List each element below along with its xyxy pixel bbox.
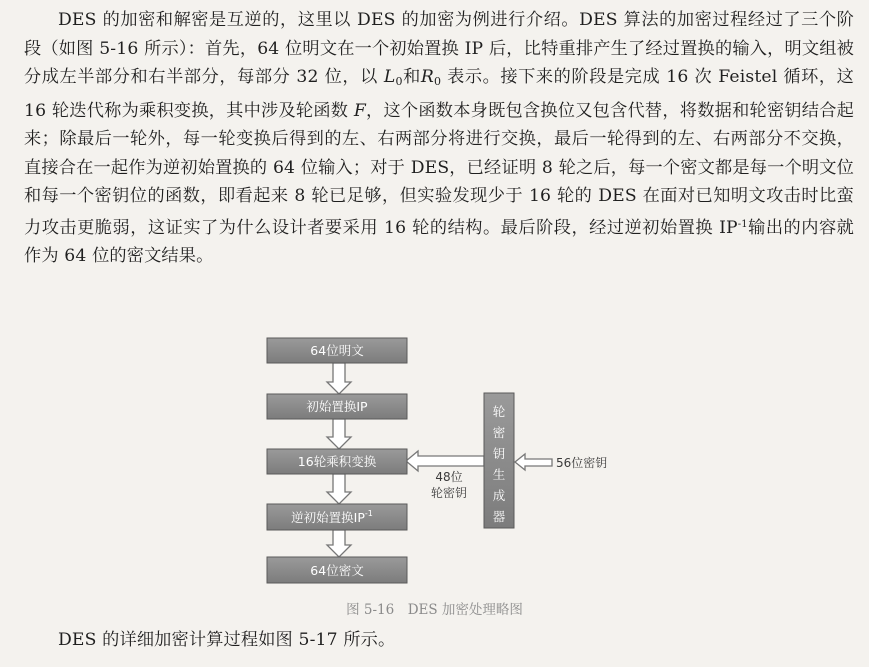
box-ciphertext-label: 64位密文 (310, 563, 364, 578)
box-16-rounds (267, 449, 407, 474)
keygen-char-4: 生 (492, 467, 506, 482)
arrow-ip-to-rounds (327, 419, 351, 449)
box-plaintext (267, 338, 407, 363)
paragraph-text-b: 表示。接下来的阶段是完成 16 次 Feistel 循环，这 16 轮迭代称为乘积变换，其中涉及轮函数 (24, 67, 854, 121)
paragraph-text-c: ，这个函数本身既包含换位又包含代替，将数据和轮密钥结合起来；除最后一轮外，每一轮变换后得到的左、右两部分将进行交换，最后一轮得到的左、右两部分不交换，直接合在一起作为逆初始置换的 64 位输入；对于 DES，已经证明 8 轮之后，每一个密文都是每一个明文位和每一个密钥位的函数，即看起来 8 轮已足够，但实验发现少于 16 轮的 DES 在面对已知明文攻击时比蛮力攻击更脆弱，这证实了为什么设计者要采用 16 轮的结构。最后阶段，经过逆初始置换 IP (24, 100, 854, 238)
box-16-rounds-label: 16轮乘积变换 (297, 454, 377, 469)
svg-text:逆初始置换IP-1 (291, 509, 373, 525)
and-word: 和 (402, 67, 421, 87)
arrow-fp-to-ciphertext (327, 530, 351, 557)
r0-symbol: R (420, 67, 434, 87)
box-inverse-permutation (267, 504, 407, 530)
l0-symbol: L (383, 67, 396, 87)
paragraph-text-a: DES 的加密和解密是互逆的，这里以 DES 的加密为例进行介绍。DES 算法的加密过程经过了三个阶段（如图 5-16 所示）：首先，64 位明文在一个初始置换 IP 后，比特重排产生了经过置换的输入，明文组被分成左半部分和右半部分，每部分 32 位，以 (24, 10, 854, 87)
box-ciphertext (267, 557, 407, 583)
box-inverse-superscript: -1 (364, 509, 373, 518)
keygen-char-3: 钥 (492, 446, 506, 461)
arrow-keygen-to-rounds (406, 451, 484, 471)
keygen-char-1: 轮 (492, 404, 506, 419)
round-key-label-1: 48位 (435, 470, 463, 484)
arrow-key-to-keygen (515, 454, 552, 470)
l0-subscript: 0 (395, 75, 403, 88)
round-key-label-2: 轮密钥 (430, 486, 468, 500)
arrow-plaintext-to-ip (327, 363, 351, 394)
keygen-char-5: 成 (492, 488, 506, 503)
box-key-generator (484, 393, 514, 528)
arrow-rounds-to-fp (327, 474, 351, 504)
r0-subscript: 0 (433, 75, 442, 88)
closing-paragraph: DES 的详细加密计算过程如图 5-17 所示。 (58, 630, 396, 650)
box-initial-permutation-label: 初始置换IP (306, 399, 368, 414)
paragraph-text-d: 输出的内容就作为 64 位的密文结果。 (24, 217, 854, 266)
ip-inverse-superscript: -1 (737, 218, 748, 230)
box-plaintext-label: 64位明文 (310, 343, 364, 358)
box-inverse-permutation-label: 逆初始置换IP (291, 510, 365, 525)
keygen-char-6: 器 (492, 509, 506, 524)
keygen-char-2: 密 (492, 425, 506, 440)
f-symbol: F (353, 100, 366, 121)
key-input-label: 56位密钥 (556, 456, 608, 470)
figure-caption: 图 5-16 DES 加密处理略图 (346, 602, 523, 618)
box-initial-permutation (267, 394, 407, 419)
